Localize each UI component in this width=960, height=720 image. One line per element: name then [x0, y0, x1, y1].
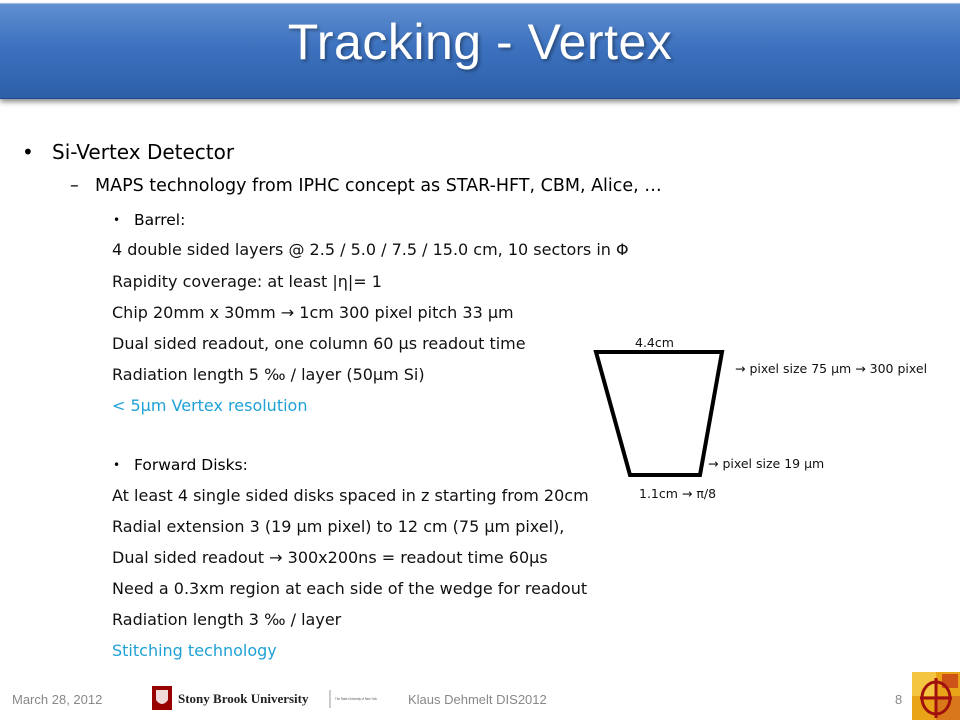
- wedge-shape: [596, 352, 722, 475]
- bottom-width-label: 1.1cm → π/8: [639, 486, 717, 501]
- forward-line: Need a 0.3xm region at each side of the wedge for readout: [112, 579, 588, 598]
- forward-line-highlight: Stitching technology: [112, 641, 277, 660]
- top-width-label: 4.4cm: [635, 335, 674, 350]
- bottom-pixel-label: → pixel size 19 μm: [708, 456, 825, 471]
- bullet-icon: •: [22, 140, 34, 164]
- barrel-line-highlight: < 5μm Vertex resolution: [112, 396, 308, 415]
- barrel-line: Chip 20mm x 30mm → 1cm 300 pixel pitch 33 μm: [112, 303, 514, 322]
- slide-title: Tracking - Vertex: [287, 14, 673, 70]
- barrel-line: Dual sided readout, one column 60 μs readout time: [112, 334, 526, 353]
- stony-brook-logo: [152, 686, 378, 712]
- footer-date: March 28, 2012: [12, 692, 103, 707]
- top-pixel-label: → pixel size 75 μm → 300 pixel: [735, 361, 928, 376]
- barrel-line: Radiation length 5 ‰ / layer (50μm Si): [112, 365, 425, 384]
- barrel-line: Rapidity coverage: at least |η|= 1: [112, 272, 382, 291]
- page-number: 8: [895, 692, 903, 707]
- footer-author: Klaus Dehmelt DIS2012: [408, 692, 547, 707]
- barrel-heading: Barrel:: [134, 211, 186, 229]
- barrel-line: 4 double sided layers @ 2.5 / 5.0 / 7.5 / 15.0 cm, 10 sectors in Φ: [112, 240, 629, 259]
- bullet-icon: •: [113, 213, 121, 227]
- corner-logo: [912, 672, 960, 720]
- forward-line: Radiation length 3 ‰ / layer: [112, 610, 342, 629]
- forward-line: Dual sided readout → 300x200ns = readout time 60μs: [112, 548, 548, 567]
- dash-icon: –: [70, 176, 79, 196]
- forward-line: At least 4 single sided disks spaced in z starting from 20cm: [112, 486, 589, 505]
- logo-subtext: The State University of New York: [335, 696, 377, 701]
- main-bullet-text: Si-Vertex Detector: [52, 140, 235, 164]
- bullet-icon: •: [113, 458, 121, 472]
- logo-text: Stony Brook University: [178, 691, 309, 706]
- forward-line: Radial extension 3 (19 μm pixel) to 12 cm (75 μm pixel),: [112, 517, 565, 536]
- sub-bullet-text: MAPS technology from IPHC concept as STAR-HFT, CBM, Alice, …: [95, 176, 662, 196]
- forward-heading: Forward Disks:: [134, 456, 248, 474]
